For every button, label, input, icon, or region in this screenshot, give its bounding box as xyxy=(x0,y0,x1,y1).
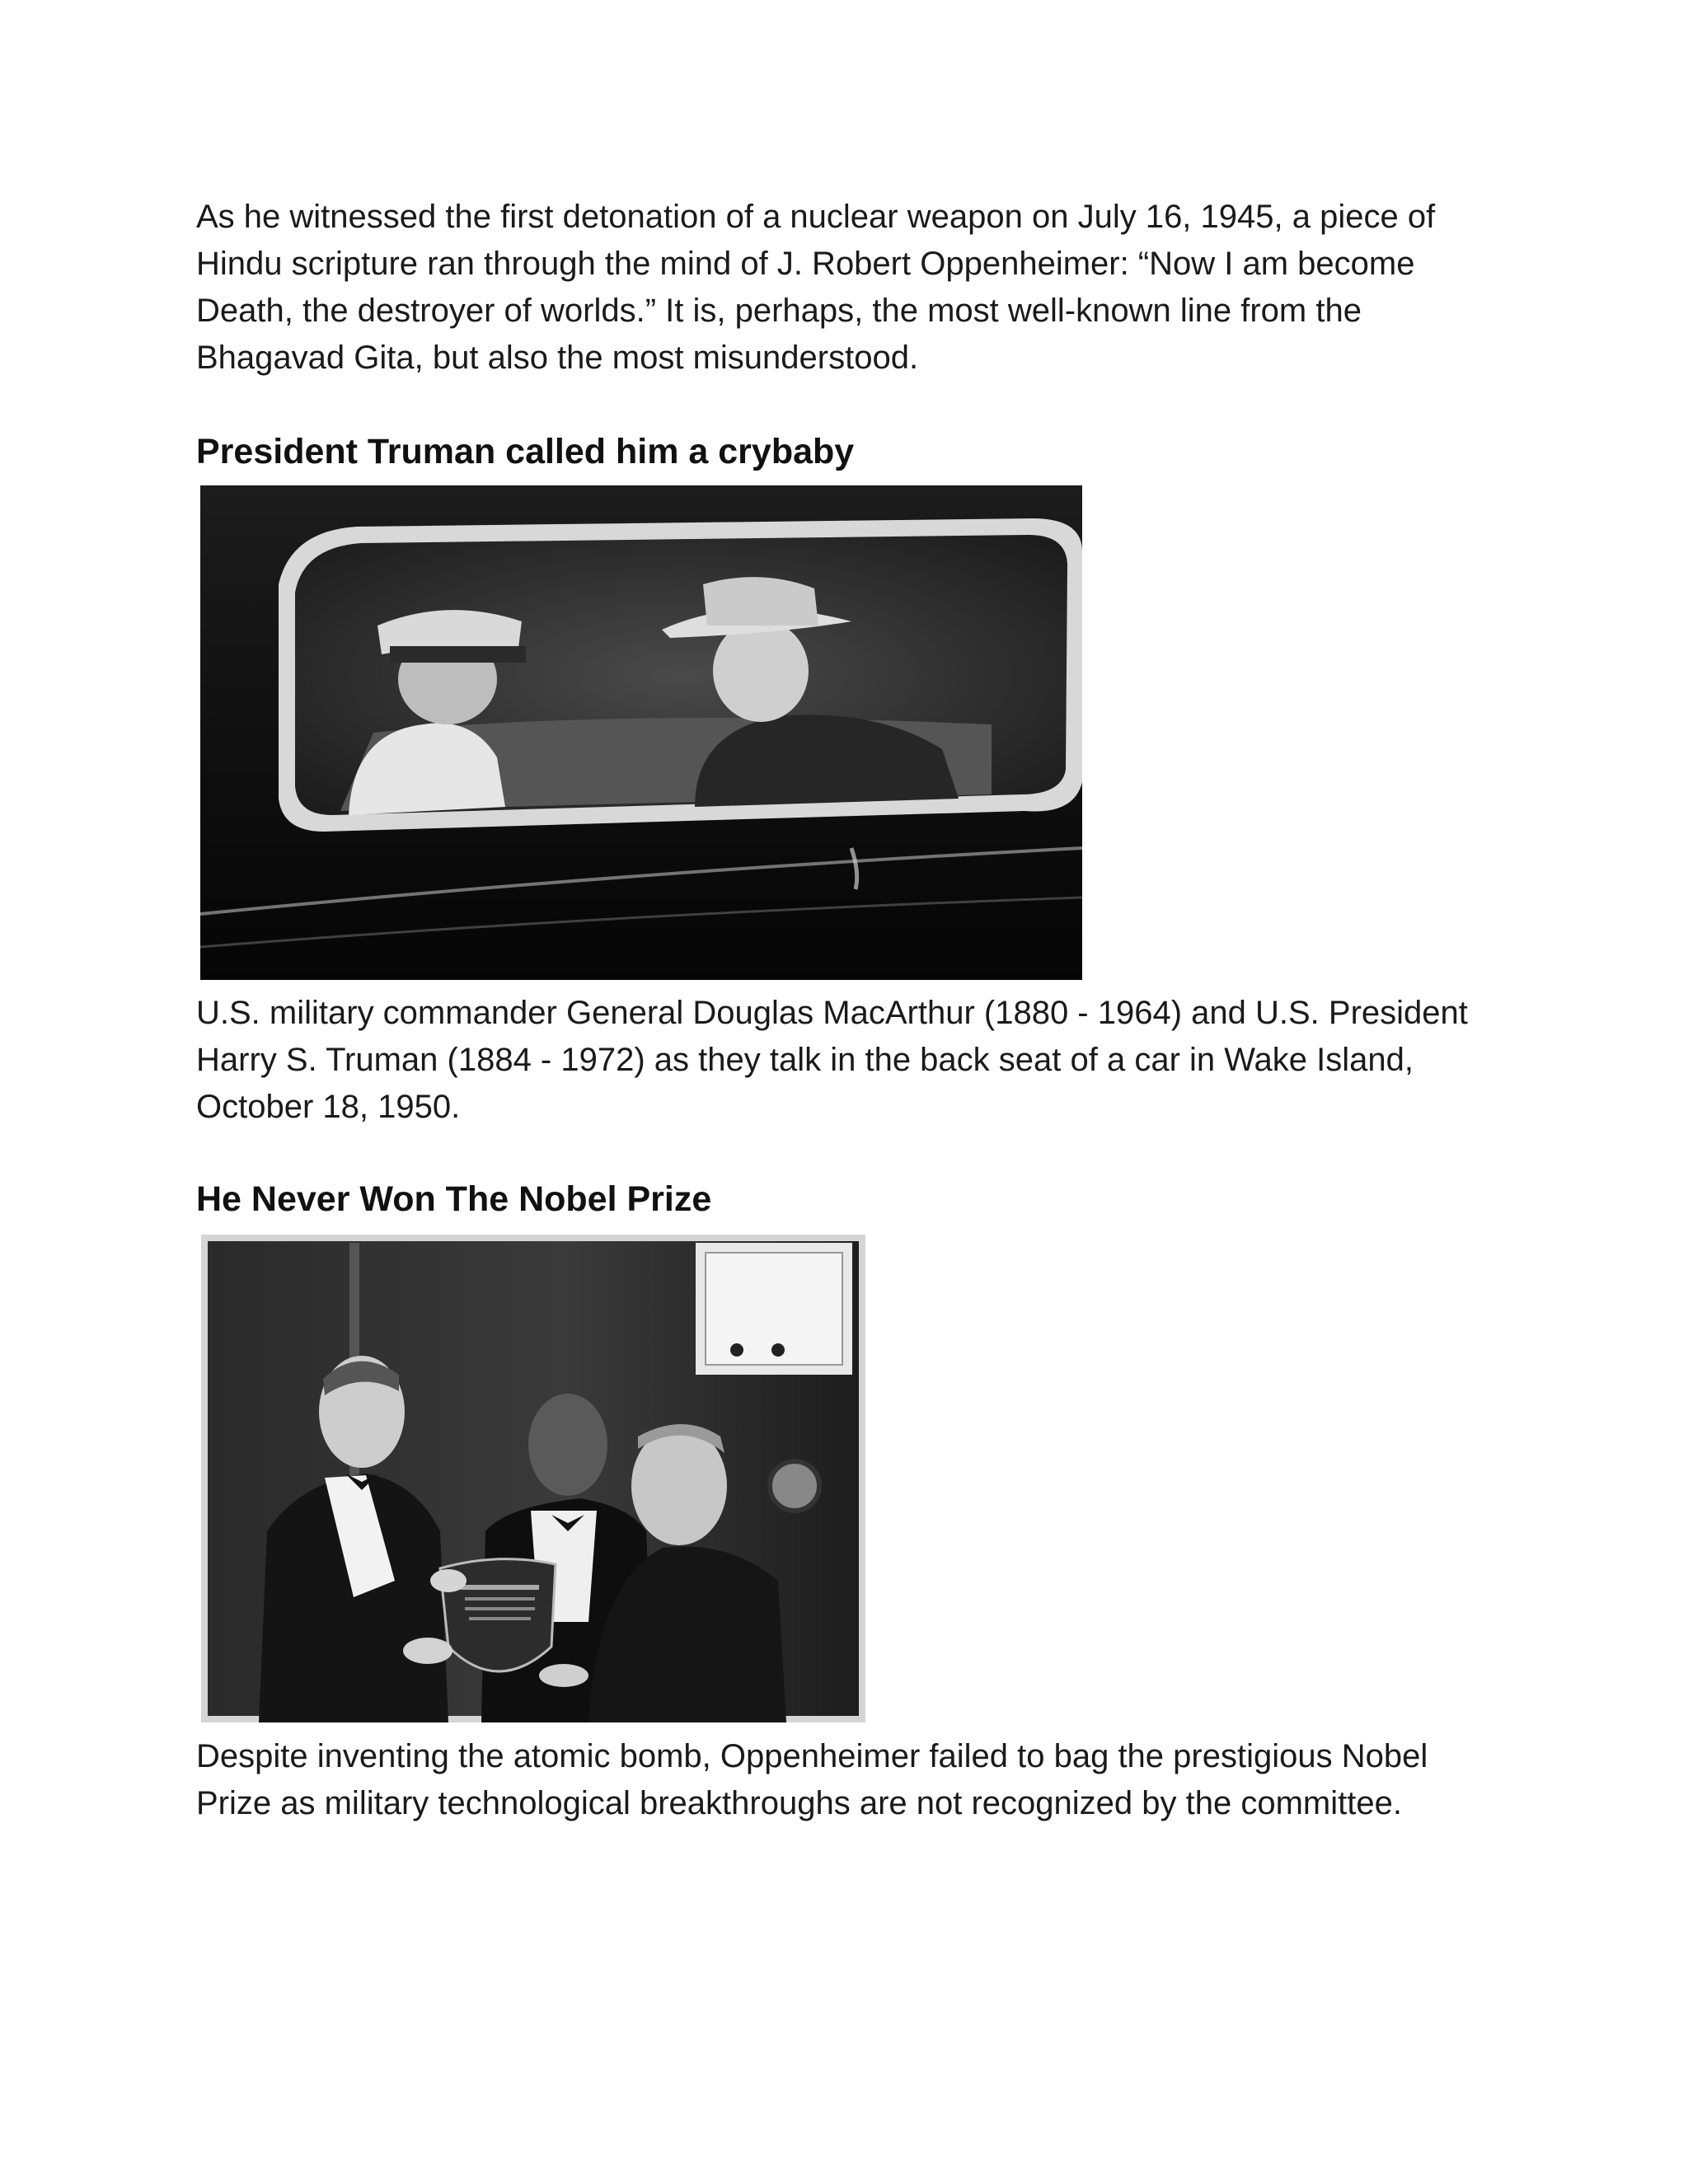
section-heading-nobel: He Never Won The Nobel Prize xyxy=(196,1179,712,1219)
section-heading-truman: President Truman called him a crybaby xyxy=(196,432,855,471)
photo-caption-truman: U.S. military commander General Douglas MacArthur (1880 - 1964) and U.S. President Harry S. Truman (1884 - 1972) as they talk in the back seat of a car in Wake Island, October 18, 1950. xyxy=(196,995,1468,1125)
photo-caption-nobel: Despite inventing the atomic bomb, Oppenheimer failed to bag the prestigious Nobel Prize as military technological breakthroughs are not recognized by the committee. xyxy=(196,1738,1428,1821)
photo-oppenheimer-award-plaque xyxy=(201,1235,865,1722)
intro-paragraph: As he witnessed the first detonation of a nuclear weapon on July 16, 1945, a piece of Hindu scripture ran through the mind of J. Robert Oppenheimer: “Now I am become Death, the destroyer of worlds.” It is, perhaps, the most well-known line from the Bhagavad Gita, but also the most misunderstood. xyxy=(196,199,1436,376)
photo-macarthur-truman-car xyxy=(200,485,1082,980)
